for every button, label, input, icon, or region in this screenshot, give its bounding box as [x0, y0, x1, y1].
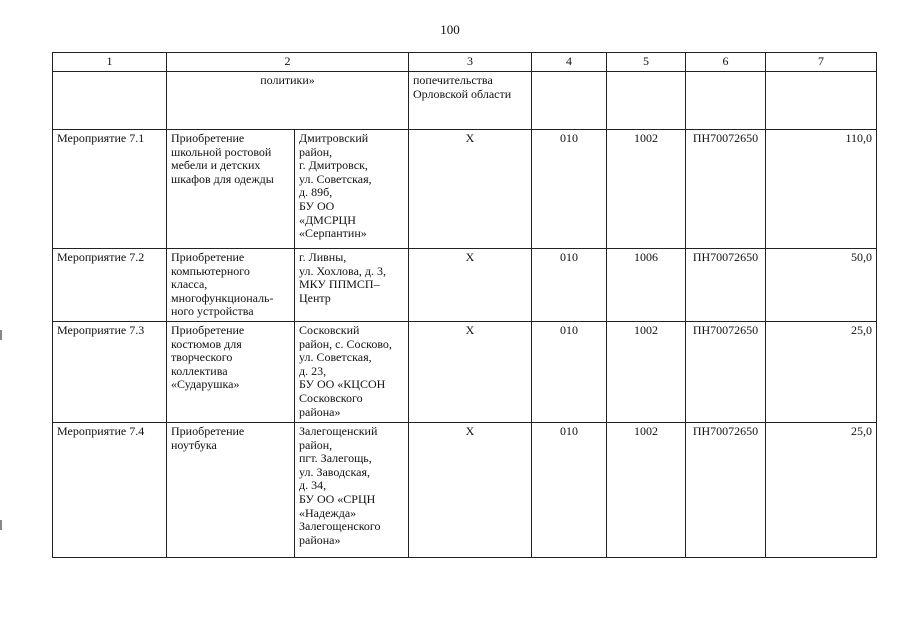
col5-cell: 1002 [607, 321, 686, 422]
continuation-row [53, 72, 877, 130]
table-row [53, 422, 877, 557]
col6-cell: ПН70072650 [686, 422, 766, 557]
page-number: 100 [440, 22, 460, 37]
description-cell: Приобретение школьной ростовой мебели и детских шкафов для одежды [167, 130, 295, 249]
recipient-cell: Сосковский район, с. Сосково, ул. Советская, д. 23, БУ ОО «КЦСОН Сосковского района» [295, 321, 409, 422]
table-cell [766, 72, 877, 130]
column-number: 6 [686, 53, 766, 72]
amount-cell: 110,0 [766, 130, 877, 249]
event-cell: Мероприятие 7.4 [53, 422, 167, 557]
table-row [53, 321, 877, 422]
column-number: 7 [766, 53, 877, 72]
table-row [53, 249, 877, 322]
col3-cell: Х [409, 321, 532, 422]
col4-cell: 010 [532, 249, 607, 322]
recipient-cell: Дмитровский район, г. Дмитровск, ул. Советская, д. 89б, БУ ОО «ДМСРЦН «Серпантин» [295, 130, 409, 249]
column-number: 2 [167, 53, 409, 72]
col5-cell: 1002 [607, 130, 686, 249]
col4-cell: 010 [532, 422, 607, 557]
event-cell: Мероприятие 7.2 [53, 249, 167, 322]
col5-cell: 1002 [607, 422, 686, 557]
event-cell: Мероприятие 7.1 [53, 130, 167, 249]
col3-cell: Х [409, 422, 532, 557]
col6-cell: ПН70072650 [686, 321, 766, 422]
table-cell [532, 72, 607, 130]
column-number: 4 [532, 53, 607, 72]
col4-cell: 010 [532, 130, 607, 249]
table-cell [53, 72, 167, 130]
column-number: 1 [53, 53, 167, 72]
event-cell: Мероприятие 7.3 [53, 321, 167, 422]
col6-cell: ПН70072650 [686, 249, 766, 322]
col3-cell: Х [409, 249, 532, 322]
col6-cell: ПН70072650 [686, 130, 766, 249]
scan-edge-mark [0, 330, 2, 340]
recipient-cell: г. Ливны, ул. Хохлова, д. 3, МКУ ППМСП– Центр [295, 249, 409, 322]
table-cell [686, 72, 766, 130]
table-row [53, 130, 877, 249]
description-cell: Приобретение костюмов для творческого коллектива «Сударушка» [167, 321, 295, 422]
scan-edge-mark [0, 520, 2, 530]
col5-cell: 1006 [607, 249, 686, 322]
col3-cell: Х [409, 130, 532, 249]
col4-cell: 010 [532, 321, 607, 422]
recipient-cell: Залегощенский район, пгт. Залегощь, ул. Заводская, д. 34, БУ ОО «СРЦН «Надежда» Залегощенского района» [295, 422, 409, 557]
description-cell: Приобретение ноутбука [167, 422, 295, 557]
column-number: 3 [409, 53, 532, 72]
budget-table [52, 52, 877, 558]
column-number: 5 [607, 53, 686, 72]
description-cell: Приобретение компьютерного класса, многофункциональ- ного устройства [167, 249, 295, 322]
column-number-row [53, 53, 877, 72]
amount-cell: 25,0 [766, 422, 877, 557]
amount-cell: 25,0 [766, 321, 877, 422]
continuation-text: попечительства Орловской области [409, 72, 532, 130]
amount-cell: 50,0 [766, 249, 877, 322]
continuation-text: политики» [167, 72, 409, 130]
table-cell [607, 72, 686, 130]
